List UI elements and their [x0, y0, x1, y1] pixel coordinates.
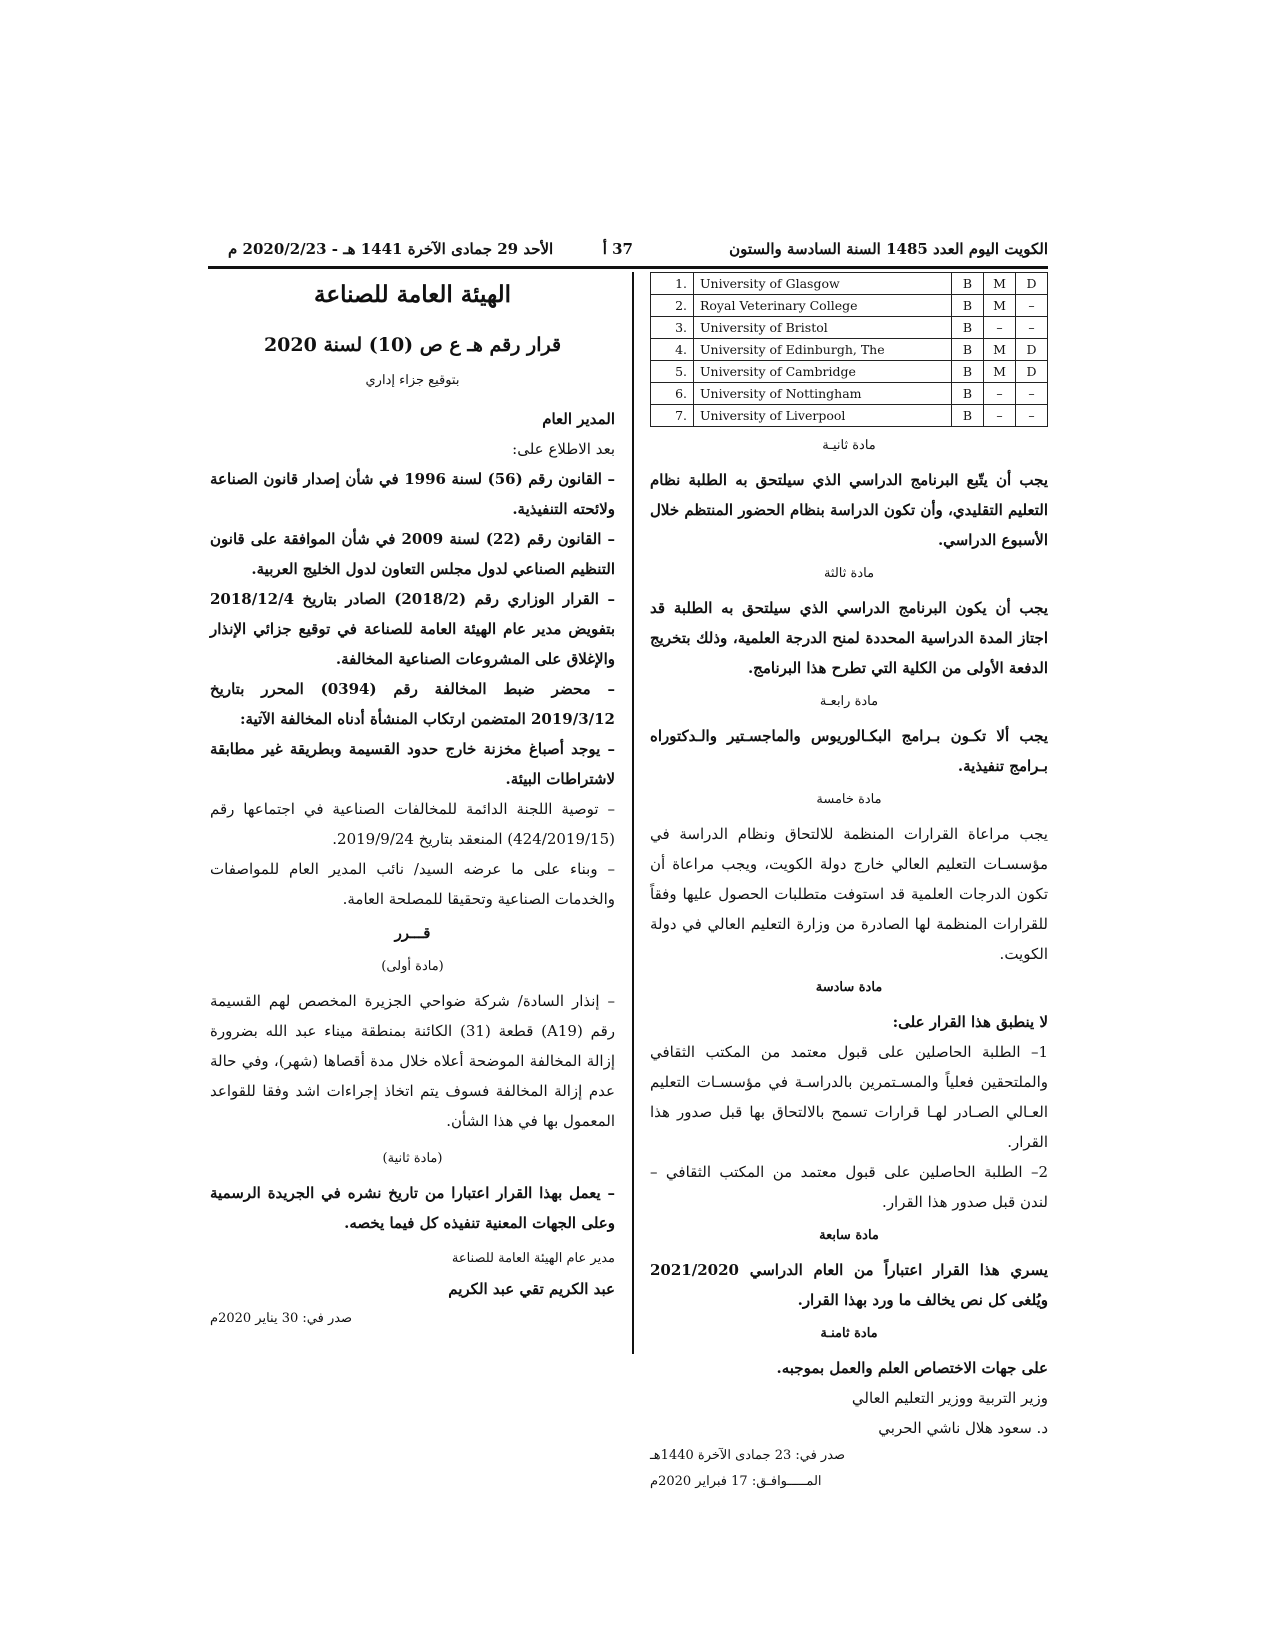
university-name: University of Edinburgh, The: [694, 339, 952, 361]
minister-name: د. سعود هلال ناشي الحربي: [878, 1419, 1048, 1437]
university-name: Royal Veterinary College: [694, 295, 952, 317]
bachelor-cell: B: [952, 405, 984, 427]
dg-signer-name: عبد الكريم تقي عبد الكريم: [448, 1280, 615, 1298]
preamble-5: – يوجد أصباغ مخزنة خارج حدود القسيمة وبطريقة غير مطابقة لاشتراطات البيئة.: [210, 740, 615, 788]
bachelor-cell: B: [952, 295, 984, 317]
article-5-title: مادة خامسة: [816, 792, 882, 807]
header-rule: [208, 266, 1048, 269]
doctorate-cell: D: [1016, 361, 1048, 383]
doctorate-cell: D: [1016, 273, 1048, 295]
doctorate-cell: D: [1016, 339, 1048, 361]
left-article-1-title: (مادة أولى): [381, 959, 444, 974]
doctorate-cell: –: [1016, 317, 1048, 339]
article-6-item-1: 1– الطلبة الحاصلين على قبول معتمد من المكتب الثقافي والملتحقين فعلياً والمسـتمرين بالدراسـة في مؤسسـات التعليم العـالي الصـادر لهـا قرارات تسمح بالالتحاق بها قبل صدور هذا القرار.: [650, 1043, 1048, 1151]
issued-gregorian: المـــــوافـق: 17 فبراير 2020م: [650, 1474, 822, 1489]
preamble-6: – توصية اللجنة الدائمة للمخالفات الصناعية في اجتماعها رقم (424/2019/15) المنعقد بتاريخ 2019/9/24.: [210, 800, 615, 848]
left-column: [210, 272, 615, 1334]
article-6-intro: لا ينطبق هذا القرار على:: [892, 1013, 1048, 1031]
article-2-text: يجب أن يتّبع البرنامج الدراسي الذي سيلتحق به الطلبة نظام التعليم التقليدي، وأن تكون الدراسة بنظام الحضور المنتظم خلال الأسبوع الدراسي.: [650, 471, 1048, 549]
university-name: University of Glasgow: [694, 273, 952, 295]
row-number: 5.: [651, 361, 694, 383]
table-row: [651, 273, 1048, 295]
university-name: University of Nottingham: [694, 383, 952, 405]
row-number: 4.: [651, 339, 694, 361]
master-cell: –: [984, 405, 1016, 427]
row-number: 3.: [651, 317, 694, 339]
master-cell: –: [984, 317, 1016, 339]
article-3-title: مادة ثالثة: [823, 566, 875, 581]
table-row: [651, 339, 1048, 361]
preamble-2: – القانون رقم (22) لسنة 2009 في شأن الموافقة على قانون التنظيم الصناعي لدول مجلس التعاون لدول الخليج العربية.: [210, 530, 615, 578]
master-cell: M: [984, 295, 1016, 317]
table-row: [651, 405, 1048, 427]
university-name: University of Liverpool: [694, 405, 952, 427]
director-general: المدير العام: [542, 410, 615, 428]
preamble-7: – وبناء على ما عرضه السيد/ نائب المدير العام للمواصفات والخدمات الصناعية وتحقيقا للمصلحة العامة.: [210, 860, 615, 908]
article-8-text: على جهات الاختصاص العلم والعمل بموجبه.: [776, 1359, 1048, 1377]
master-cell: –: [984, 383, 1016, 405]
bachelor-cell: B: [952, 339, 984, 361]
issued-hijri: صدر في: 23 جمادى الآخرة 1440هـ: [650, 1448, 846, 1463]
preamble-3: – القرار الوزاري رقم (2018/2) الصادر بتاريخ 2018/12/4 بتفويض مدير عام الهيئة العامة للصناعة في توقيع جزائي الإنذار والإغلاق على المشروعات الصناعية المخالفة.: [210, 590, 615, 668]
decided-heading: قـــرر: [394, 924, 431, 942]
bachelor-cell: B: [952, 273, 984, 295]
article-2-title: مادة ثانيـة: [822, 438, 876, 453]
left-article-2-text: – يعمل بهذا القرار اعتبارا من تاريخ نشره في الجريدة الرسمية وعلى الجهات المعنية تنفيذه كل فيما يخصه.: [210, 1184, 615, 1232]
article-7-title: مادة سابعة: [819, 1228, 879, 1243]
bachelor-cell: B: [952, 317, 984, 339]
left-article-2-title: (مادة ثانية): [382, 1151, 443, 1166]
issue-date: الأحد 29 جمادى الآخرة 1441 هـ - 2020/2/23 م: [228, 240, 554, 258]
page-header: [228, 236, 1048, 266]
preamble-1: – القانون رقم (56) لسنة 1996 في شأن إصدار قانون الصناعة ولائحته التنفيذية.: [210, 470, 616, 518]
article-8-title: مادة ثامنـة: [820, 1326, 878, 1341]
table-row: [651, 361, 1048, 383]
decision-subtitle: بتوقيع جزاء إداري: [365, 373, 460, 388]
organization-title: الهيئة العامة للصناعة: [314, 281, 511, 308]
bachelor-cell: B: [952, 383, 984, 405]
article-6-item-2: 2– الطلبة الحاصلين على قبول معتمد من المكتب الثقافي – لندن قبل صدور هذا القرار.: [650, 1163, 1048, 1211]
master-cell: M: [984, 273, 1016, 295]
table-row: [651, 295, 1048, 317]
bachelor-cell: B: [952, 361, 984, 383]
master-cell: M: [984, 339, 1016, 361]
row-number: 6.: [651, 383, 694, 405]
left-article-1-text: – إنذار السادة/ شركة ضواحي الجزيرة المخصص لهم القسيمة رقم (A19) قطعة (31) الكائنة بمنطقة ميناء عبد الله بضرورة إزالة المخالفة الموضحة أعلاه خلال مدة أقصاها (شهر)، وفي حالة عدم إزالة المخالفة فسوف يتم اتخاذ إجراءات اشد وفقا للقواعد المعمول بها في هذا الشأن.: [210, 992, 615, 1130]
article-4-text: يجب ألا تكـون بـرامج البكـالوريوس والماجسـتير والـدكتوراه بـرامج تنفيذية.: [650, 727, 1048, 775]
doctorate-cell: –: [1016, 383, 1048, 405]
university-name: University of Bristol: [694, 317, 952, 339]
dg-signer-title: مدير عام الهيئة العامة للصناعة: [451, 1251, 615, 1266]
article-5-text: يجب مراعاة القرارات المنظمة للالتحاق ونظام الدراسة في مؤسسـات التعليم العالي خارج دولة الكويت، ويجب مراعاة أن تكون الدرجات العلمية قد استوفت متطلبات الحصول عليها وفقاً للقرارات المنظمة لها الصادرة من وزارة التعليم العالي في دولة الكويت.: [650, 825, 1048, 963]
gazette-issue: الكويت اليوم العدد 1485 السنة السادسة والستون: [729, 240, 1048, 258]
article-3-text: يجب أن يكون البرنامج الدراسي الذي سيلتحق به الطلبة قد اجتاز المدة الدراسية المحددة لمنح الدرجة العلمية، وذلك بتخريج الدفعة الأولى من الكلية التي تطرح هذا البرنامج.: [650, 599, 1048, 677]
article-7-text: يسري هذا القرار اعتباراً من العام الدراسي 2021/2020 ويُلغى كل نص يخالف ما ورد بهذا القرار.: [650, 1261, 1048, 1309]
table-row: [651, 317, 1048, 339]
left-issued-date: صدر في: 30 يناير 2020م: [210, 1311, 353, 1326]
master-cell: M: [984, 361, 1016, 383]
minister-title: وزير التربية ووزير التعليم العالي: [851, 1389, 1048, 1407]
university-name: University of Cambridge: [694, 361, 952, 383]
preamble-4: – محضر ضبط المخالفة رقم (0394) المحرر بتاريخ 2019/3/12 المتضمن ارتكاب المنشأة أدناه المخالفة الآتية:: [210, 680, 615, 728]
column-divider: [632, 272, 634, 1354]
page-number: 37 أ: [602, 240, 633, 258]
row-number: 7.: [651, 405, 694, 427]
doctorate-cell: –: [1016, 405, 1048, 427]
after-review: بعد الاطلاع على:: [512, 440, 615, 458]
row-number: 2.: [651, 295, 694, 317]
article-4-title: مادة رابعـة: [819, 694, 879, 709]
table-row: [651, 383, 1048, 405]
row-number: 1.: [651, 273, 694, 295]
universities-table: [650, 272, 1048, 427]
article-6-title: مادة سادسة: [815, 980, 883, 995]
doctorate-cell: –: [1016, 295, 1048, 317]
decision-title: قرار رقم هـ ع ص (10) لسنة 2020: [263, 334, 562, 356]
right-column: [650, 272, 1048, 1495]
